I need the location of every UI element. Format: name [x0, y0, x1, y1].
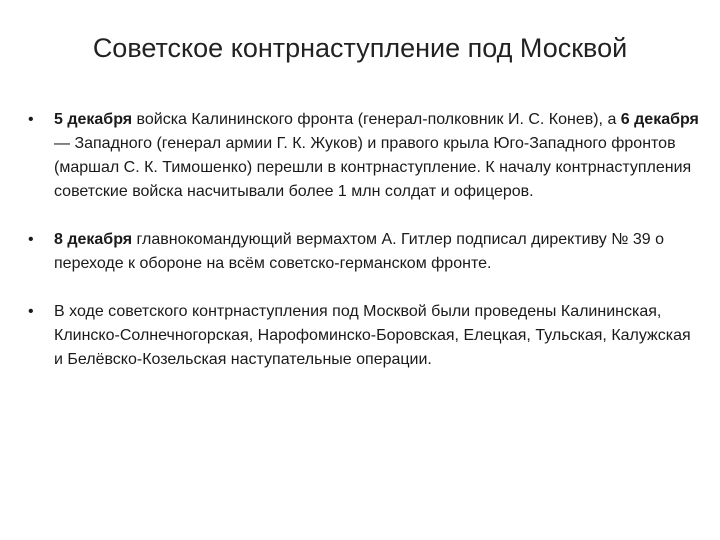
bullet-item-3 — [28, 300, 700, 372]
bullet-text: войска Калининского фронта (генерал-полковник И. С. Конев), а — [132, 111, 621, 128]
bullet-text: — Западного (генерал армии Г. К. Жуков) и правого крыла Юго-Западного фронтов (маршал С. К. Тимошенко) перешли в контрнаступление. К началу контрнаступления советские войска насчитывали более 1 млн солдат и офицеров. — [54, 135, 692, 200]
bullet-text: В ходе советского контрнаступления под Москвой были проведены Калининская, Клинско-Солнечногорская, Нарофоминско-Боровская, Елецкая, Тульская, Калужская и Белёвско-Козельская наступательные операции. — [54, 303, 691, 368]
bullet-list — [28, 108, 700, 396]
date-highlight: 8 декабря — [54, 231, 133, 248]
bullet-item-2 — [28, 228, 700, 276]
bullet-item-1 — [28, 108, 700, 204]
bullet-marker: • — [28, 231, 34, 248]
bullet-text: главнокомандующий вермахтом А. Гитлер подписал директиву № 39 о переходе к обороне на всём советско-германском фронте. — [54, 231, 664, 272]
bullet-marker: • — [28, 111, 34, 128]
date-highlight: 5 декабря — [54, 111, 133, 128]
bullet-marker: • — [28, 303, 34, 320]
date-highlight: 6 декабря — [620, 111, 699, 128]
slide-title: Советское контрнаступление под Москвой — [92, 33, 628, 63]
